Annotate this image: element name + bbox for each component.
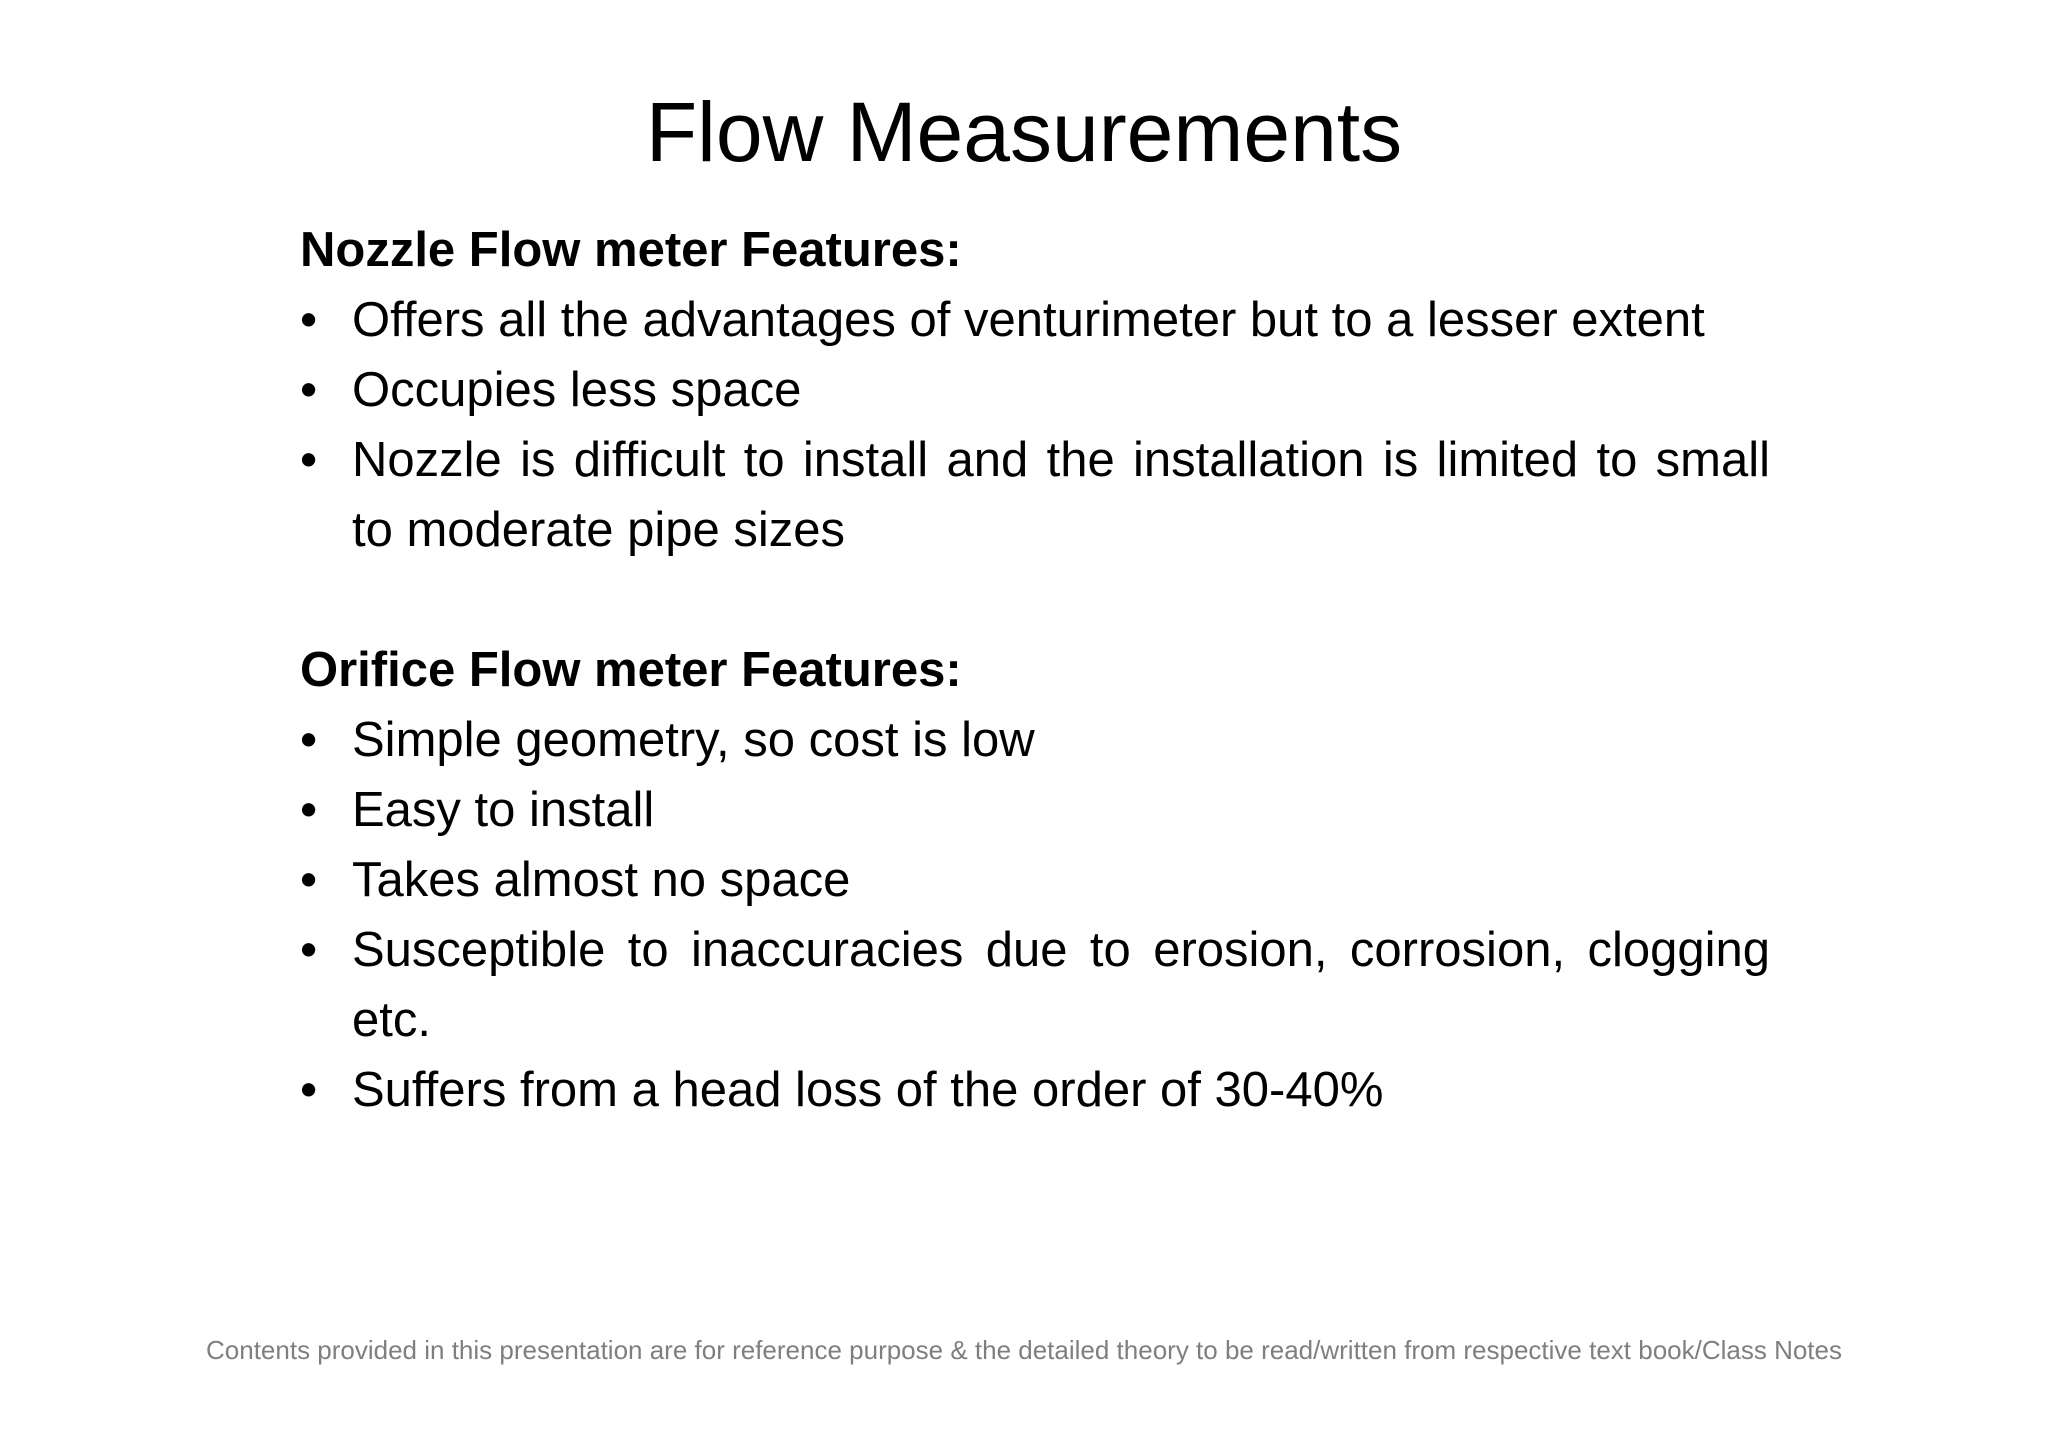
list-item-text: Takes almost no space [352, 853, 851, 907]
slide-content [300, 215, 1770, 1125]
list-item-text: Suffers from a head loss of the order of 30-40% [352, 1063, 1384, 1117]
bullet-icon: • [300, 783, 318, 837]
orifice-feature-list [300, 705, 1770, 1125]
list-item-text: Simple geometry, so cost is low [352, 713, 1035, 767]
list-item [300, 845, 1770, 915]
bullet-icon: • [300, 293, 318, 347]
list-item [300, 705, 1770, 775]
orifice-section-heading: Orifice Flow meter Features: [300, 643, 962, 697]
list-item [300, 775, 1770, 845]
list-item [300, 1055, 1770, 1125]
list-item [300, 285, 1770, 355]
nozzle-section [300, 215, 1770, 565]
bullet-icon: • [300, 1063, 318, 1117]
list-item-text: Easy to install [352, 783, 655, 837]
list-item-text: Nozzle is difficult to install and the installation is limited to small to moderate pipe sizes [352, 433, 1770, 557]
nozzle-section-heading: Nozzle Flow meter Features: [300, 223, 962, 277]
list-item-text: Occupies less space [352, 363, 802, 417]
list-item [300, 915, 1770, 1055]
bullet-icon: • [300, 433, 318, 487]
slide-footer-note: Contents provided in this presentation are for reference purpose & the detailed theory to be read/written from respective text book/Class Notes [206, 1335, 1842, 1365]
bullet-icon: • [300, 923, 318, 977]
orifice-section [300, 635, 1770, 1125]
bullet-icon: • [300, 363, 318, 417]
list-item-text: Offers all the advantages of venturimeter but to a lesser extent [352, 293, 1705, 347]
slide-title: Flow Measurements [645, 85, 1403, 179]
bullet-icon: • [300, 853, 318, 907]
list-item [300, 425, 1770, 565]
nozzle-feature-list [300, 285, 1770, 565]
section-spacer [300, 565, 1770, 635]
bullet-icon: • [300, 713, 318, 767]
list-item-text: Susceptible to inaccuracies due to erosion, corrosion, clogging etc. [352, 923, 1770, 1047]
list-item [300, 355, 1770, 425]
